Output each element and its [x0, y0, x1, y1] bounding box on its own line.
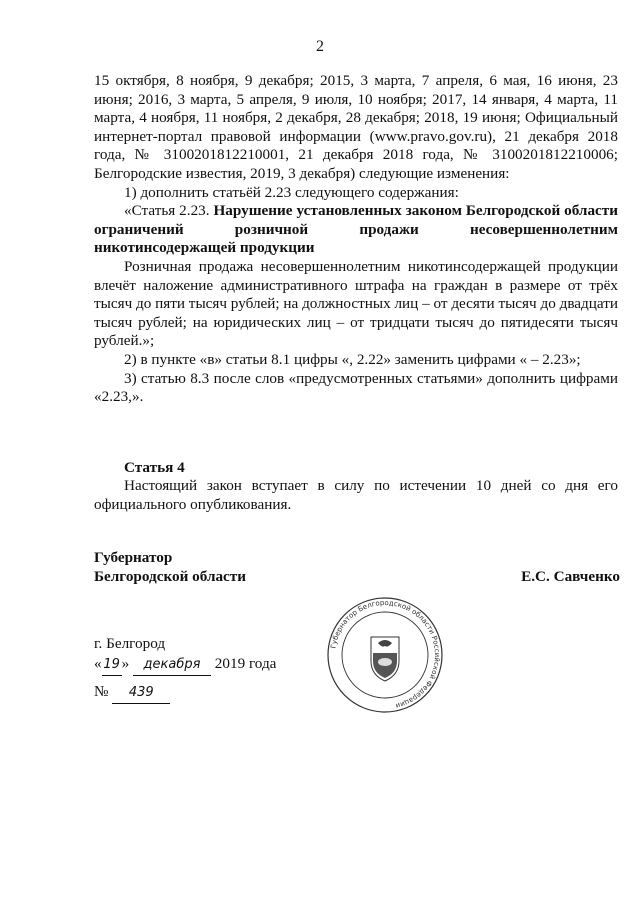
number-line — [94, 682, 276, 704]
signature-block — [94, 548, 620, 586]
law-number: 439 — [112, 683, 170, 704]
item-1-paragraph: 1) дополнить статьёй 2.23 следующего содержания: — [124, 183, 459, 201]
date-year: 2019 года — [214, 655, 277, 672]
article-2-23-prefix: «Статья 2.23. — [124, 202, 214, 220]
signer-name: Е.С. Савченко — [521, 568, 620, 585]
article-4-title: Статья 4 — [124, 458, 185, 476]
city: г. Белгород — [94, 635, 166, 652]
seal-ring-text: Губернатор Белгородской области Российской Федерации — [329, 598, 442, 710]
article-2-23-text: Розничная продажа несовершеннолетним никотинсодержащей продукции влечёт наложение административного штрафа на граждан в размере от трёх тысяч до пяти тысяч рублей; на должностных лиц – от десяти тысяч до двадцати тысяч рублей; на юридических лиц – от тридцати тысяч до пятидесяти тысяч рублей.»; — [94, 257, 618, 350]
date-month: декабря — [133, 655, 211, 676]
item-3-paragraph: 3) статью 8.3 после слов «предусмотренных статьями» дополнить цифрами «2.23,». — [94, 369, 618, 406]
date-day: 19 — [102, 655, 122, 676]
date-close-quote: » — [121, 655, 130, 672]
signer-title-line-1: Губернатор — [94, 549, 173, 566]
signer-title-line-2: Белгородской области — [94, 568, 247, 585]
page-number: 2 — [316, 38, 324, 55]
article-2-23-heading — [94, 202, 618, 258]
date-line — [94, 654, 276, 676]
official-seal-stamp — [325, 595, 445, 715]
law-body — [94, 72, 618, 514]
number-prefix: № — [94, 683, 109, 700]
amendment-intro-paragraph: 15 октября, 8 ноября, 9 декабря; 2015, 3 марта, 7 апреля, 6 мая, 16 июня, 23 июня; 2016, 3 марта, 5 апреля, 9 июля, 10 ноября; 2017, 14 января, 4 марта, 11 марта, 4 ноября, 11 ноября, 2 декабря, 28 декабря; 2018, 19 июня; Официальный интернет-портал правовой информации (www.pravo.gov.ru), 21 декабря 2018 года, № 3100201812210001, 21 декабря 2018 года, № 3100201812210006; Белгородские известия, 2019, 3 декабря) следующие изменения: — [94, 72, 618, 182]
date-open-quote: « — [94, 655, 102, 672]
coat-of-arms-emblem — [371, 637, 399, 681]
article-4-text: Настоящий закон вступает в силу по истечении 10 дней со дня его официального опубликования. — [94, 477, 618, 513]
item-2-paragraph: 2) в пункте «в» статьи 8.1 цифры «, 2.22» заменить цифрами « – 2.23»; — [124, 350, 581, 368]
article-2-23-title: Нарушение установленных законом Белгородской области ограничений розничной продажи несовершеннолетним никотинсодержащей продукции — [94, 202, 618, 257]
place-date-block — [94, 634, 276, 704]
